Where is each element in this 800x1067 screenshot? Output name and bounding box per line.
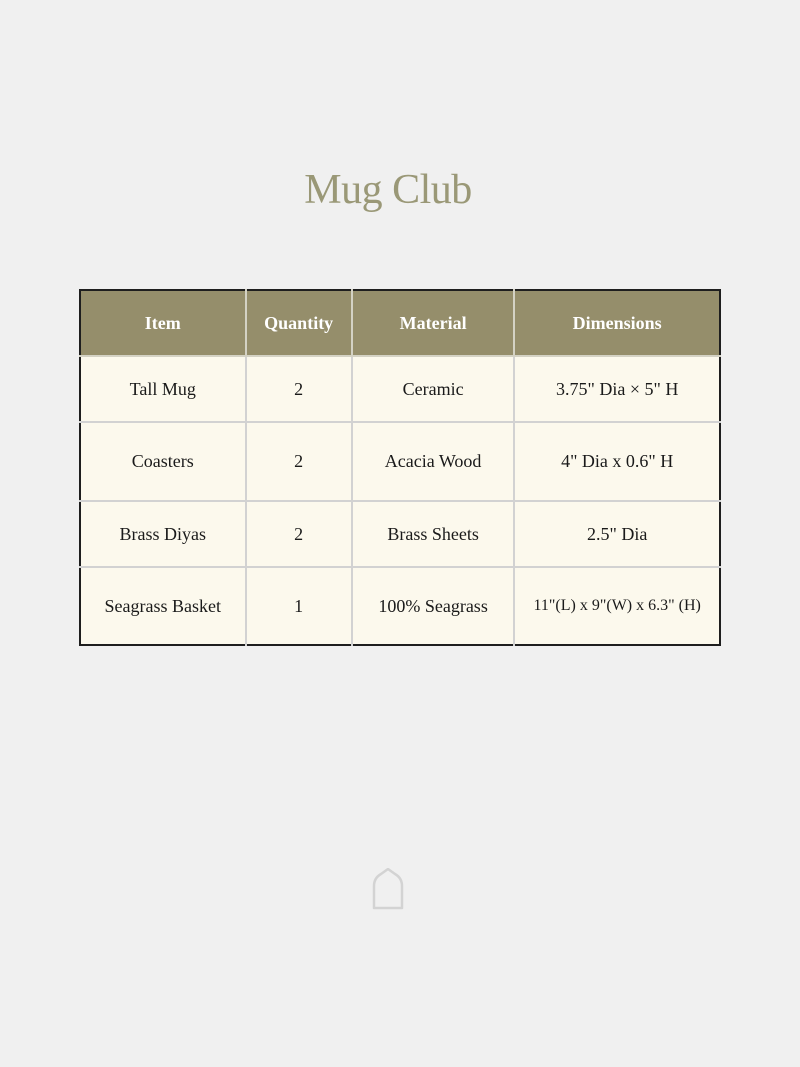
cell-item: Tall Mug bbox=[80, 356, 246, 422]
header-dimensions: Dimensions bbox=[514, 290, 720, 356]
home-outline-icon bbox=[371, 868, 405, 910]
table-row bbox=[80, 356, 720, 422]
cell-material: Acacia Wood bbox=[352, 422, 515, 501]
cell-item: Coasters bbox=[80, 422, 246, 501]
page-title: Mug Club bbox=[304, 167, 472, 214]
header-item: Item bbox=[80, 290, 246, 356]
cell-quantity: 2 bbox=[246, 422, 352, 501]
product-spec-table bbox=[79, 289, 721, 646]
cell-quantity: 2 bbox=[246, 501, 352, 567]
header-material: Material bbox=[352, 290, 515, 356]
table-row bbox=[80, 422, 720, 501]
table-header-row bbox=[80, 290, 720, 356]
cell-dimensions: 4" Dia x 0.6" H bbox=[514, 422, 720, 501]
cell-material: Brass Sheets bbox=[352, 501, 515, 567]
header-quantity: Quantity bbox=[246, 290, 352, 356]
cell-dimensions: 11"(L) x 9"(W) x 6.3" (H) bbox=[514, 567, 720, 645]
cell-quantity: 2 bbox=[246, 356, 352, 422]
table-row bbox=[80, 567, 720, 645]
cell-item: Seagrass Basket bbox=[80, 567, 246, 645]
cell-material: Ceramic bbox=[352, 356, 515, 422]
table-row bbox=[80, 501, 720, 567]
cell-quantity: 1 bbox=[246, 567, 352, 645]
cell-dimensions: 3.75" Dia × 5" H bbox=[514, 356, 720, 422]
cell-material: 100% Seagrass bbox=[352, 567, 515, 645]
cell-dimensions: 2.5" Dia bbox=[514, 501, 720, 567]
cell-item: Brass Diyas bbox=[80, 501, 246, 567]
